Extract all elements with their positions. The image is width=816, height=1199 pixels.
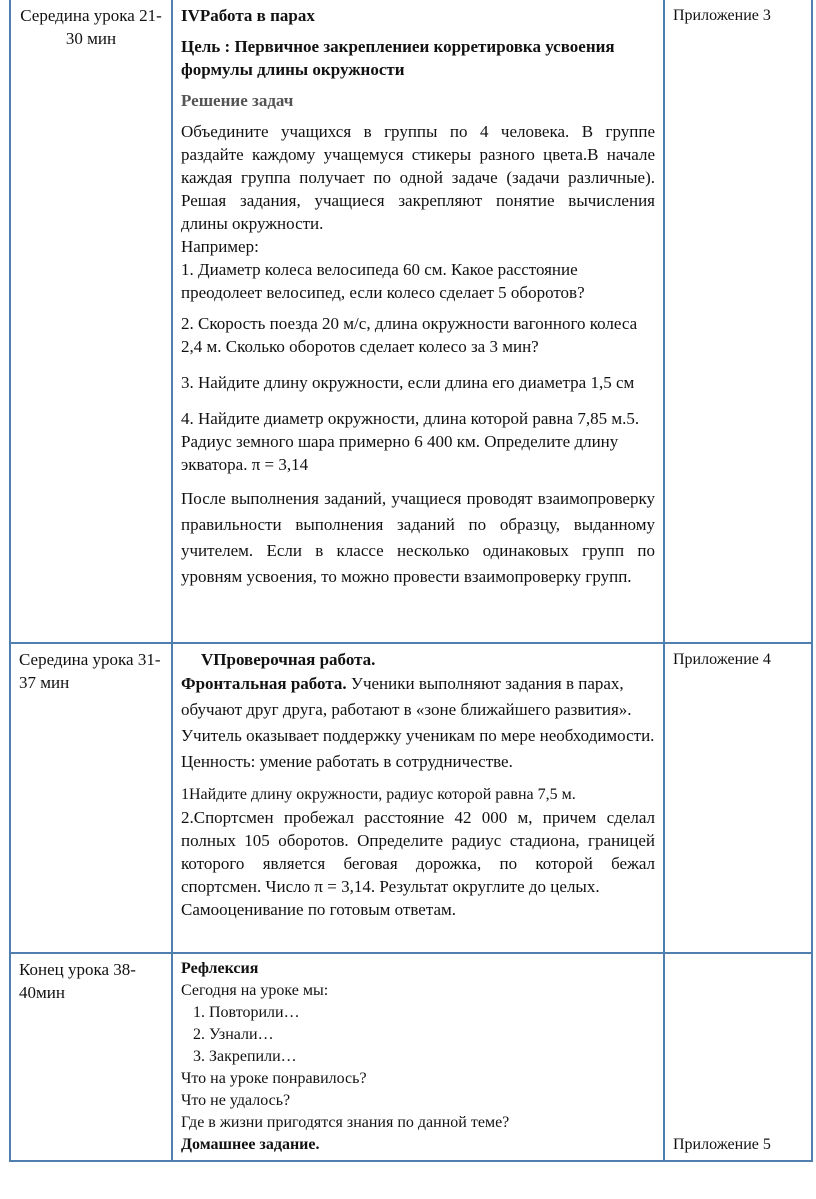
example-label: Например: (181, 237, 259, 256)
task: 3. Найдите длину окружности, если длина его диаметра 1,5 см (181, 373, 635, 392)
lead: Ученики выполняют задания в парах, обучают друг друга, работают в «зоне ближайшего развития». Учитель оказывает поддержку ученикам по мере необходимости. Ценность: умение работать в сотрудничестве. (181, 674, 655, 771)
stage-title: IVРабота в парах (181, 6, 315, 25)
homework: Домашнее задание. (181, 1136, 320, 1153)
reflection-list (181, 1002, 655, 1068)
lead: Сегодня на уроке мы: (181, 982, 329, 999)
task: 2. Скорость поезда 20 м/с, длина окружности вагонного колеса 2,4 м. Сколько оборотов сделает колесо за 3 мин? (181, 314, 638, 356)
task: 4. Найдите диаметр окружности, длина которой равна 7,85 м.5. Радиус земного шара примерно 6 400 км. Определите длину экватора. π = 3,14 (181, 409, 640, 474)
time-cell: Середина урока 21-30 мин (10, 0, 172, 643)
outro: После выполнения заданий, учащиеся проводят взаимопроверку правильности выполнения заданий по образцу, выданному учителем. Если в классе несколько одинаковых групп по уровням усвоения, то можно провести взаимопроверку групп. (181, 489, 655, 586)
table-row (10, 643, 812, 953)
table-row (10, 0, 812, 643)
appendix: Приложение 5 (664, 953, 812, 1161)
list-item: 2. Узнали… (209, 1024, 655, 1046)
task: 1Найдите длину окружности, радиус которой равна 7,5 м. (181, 786, 576, 803)
time-cell: Середина урока 31-37 мин (10, 643, 172, 953)
task: 2.Спортсмен пробежал расстояние 42 000 м, причем сделал полных 105 оборотов. Определите радиус стадиона, границей которого является беговая дорожка, по которой бежал спортсмен. Число π = 3,14. Результат округлите до целых. (181, 808, 655, 896)
question: Что на уроке понравилось? (181, 1070, 367, 1087)
task: 1. Диаметр колеса велосипеда 60 см. Какое расстояние преодолеет велосипед, если колесо сделает 5 оборотов? (181, 260, 585, 302)
appendix: Приложение 3 (664, 0, 812, 643)
content-cell (172, 643, 664, 953)
stage-title: VПроверочная работа. (201, 650, 376, 669)
intro: Объедините учащихся в группы по 4 человека. В группе раздайте каждому учащемуся стикеры разного цвета.В начале каждая группа получает по одной задаче (задачи различные). Решая задания, учащиеся закрепляют понятие вычисления длины окружности. (181, 122, 655, 233)
question: Где в жизни пригодятся знания по данной теме? (181, 1114, 510, 1131)
table-row (10, 953, 812, 1161)
lesson-plan-table (9, 0, 813, 1162)
self-assessment: Самооценивание по готовым ответам. (181, 900, 457, 919)
content-cell (172, 0, 664, 643)
time-cell: Конец урока 38-40мин (10, 953, 172, 1161)
list-item: 1. Повторили… (209, 1002, 655, 1024)
subtitle: Решение задач (181, 91, 294, 110)
goal: Цель : Первичное закреплениеи корретировка усвоения формулы длины окружности (181, 37, 615, 79)
lead-bold: Фронтальная работа. (181, 674, 347, 693)
list-item: 3. Закрепили… (209, 1046, 655, 1068)
question: Что не удалось? (181, 1092, 291, 1109)
stage-title: Рефлексия (181, 960, 259, 977)
content-cell (172, 953, 664, 1161)
appendix: Приложение 4 (664, 643, 812, 953)
